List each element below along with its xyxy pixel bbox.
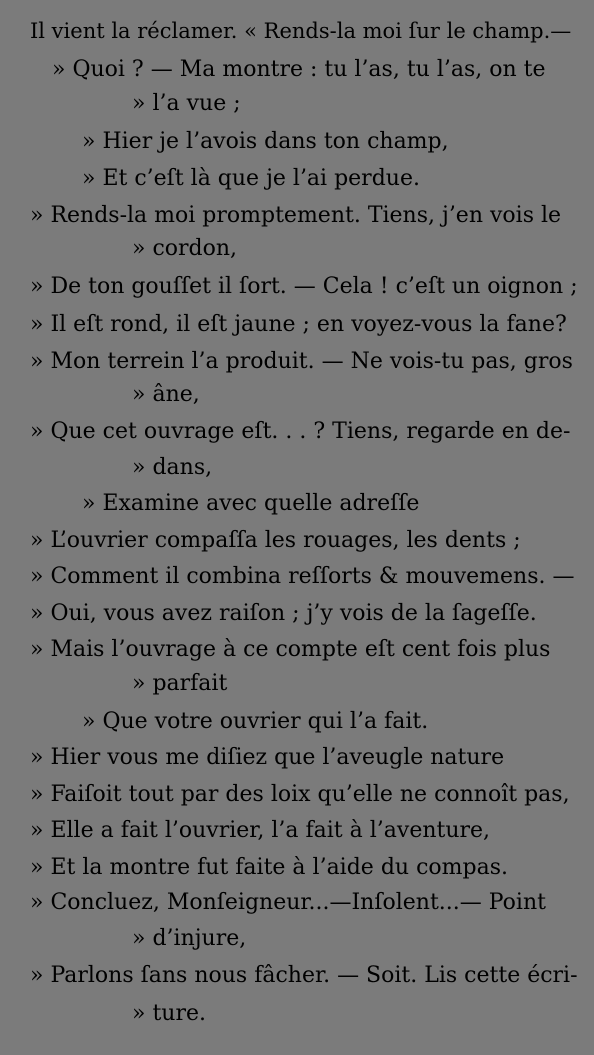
text-line-11: » âne, (132, 382, 200, 407)
text-line-3: » l’a vue ; (132, 91, 241, 116)
text-line-20: » Que votre ouvrier qui l’a fait. (82, 709, 429, 734)
text-line-26: » d’injure, (132, 926, 247, 951)
text-line-27: » Parlons ſans nous fâcher. — Soit. Lis cette écri- (30, 963, 578, 988)
text-line-16: » Comment il combina reſſorts & mouvemens. — (30, 564, 575, 589)
text-line-22: » Faiſoit tout par des loix qu’elle ne connoît pas, (30, 782, 570, 807)
text-line-25: » Concluez, Monſeigneur...—Inſolent...— Point (30, 890, 546, 915)
text-line-2: » Quoi ? — Ma montre : tu l’as, tu l’as, on te (52, 57, 546, 82)
text-line-10: » Mon terrein l’a produit. — Ne vois-tu pas, gros (30, 349, 573, 374)
text-line-6: » Rends-la moi promptement. Tiens, j’en vois le (30, 203, 562, 228)
text-line-15: » L’ouvrier compaſſa les rouages, les dents ; (30, 528, 521, 553)
text-line-13: » dans, (132, 455, 213, 480)
text-line-9: » Il eſt rond, il eſt jaune ; en voyez-vous la fane? (30, 312, 567, 337)
text-line-21: » Hier vous me diſiez que l’aveugle nature (30, 745, 505, 770)
text-line-17: » Oui, vous avez raiſon ; j’y vois de la ſageſſe. (30, 601, 537, 626)
text-line-7: » cordon, (132, 236, 238, 261)
text-line-5: » Et c’eſt là que je l’ai perdue. (82, 166, 420, 191)
text-line-18: » Mais l’ouvrage à ce compte eſt cent fois plus (30, 637, 551, 662)
text-line-23: » Elle a fait l’ouvrier, l’a fait à l’aventure, (30, 818, 491, 843)
text-line-12: » Que cet ouvrage eſt. . . ? Tiens, regarde en de- (30, 419, 571, 444)
text-line-28: » ture. (132, 1001, 206, 1026)
text-line-1: Il vient la réclamer. « Rends-la moi ſur le champ.— (30, 19, 572, 43)
text-line-4: » Hier je l’avois dans ton champ, (82, 129, 449, 154)
text-line-14: » Examine avec quelle adreſſe (82, 491, 420, 516)
text-line-24: » Et la montre fut faite à l’aide du compas. (30, 855, 508, 880)
text-line-8: » De ton gouſſet il ſort. — Cela ! c’eſt un oignon ; (30, 274, 578, 299)
text-line-19: » parfait (132, 671, 228, 696)
